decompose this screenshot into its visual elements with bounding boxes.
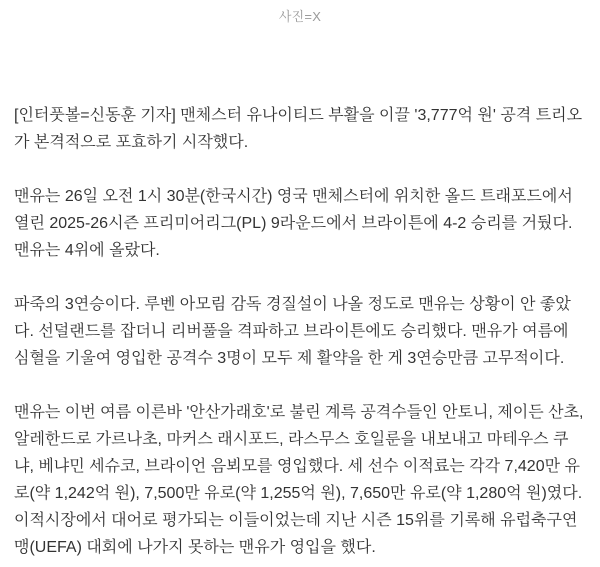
article-paragraph-win-streak: 파죽의 3연승이다. 루벤 아모림 감독 경질설이 나올 정도로 맨유는 상황이 안 좋았다. 선덜랜드를 잡더니 리버풀을 격파하고 브라이튼에도 승리했다. 맨유가 여름에 심혈을 기울여 영입한 공격수 3명이 모두 제 활약을 한 게 3연승만큼 고무적이다. [14, 296, 571, 367]
article-paragraph-lead: [인터풋볼=신동훈 기자] 맨체스터 유나이티드 부활을 이끌 '3,777억 원' 공격 트리오가 본격적으로 포효하기 시작했다. [14, 107, 583, 151]
article-paragraph-match-result: 맨유는 26일 오전 1시 30분(한국시간) 영국 맨체스터에 위치한 올드 트래포드에서 열린 2025-26시즌 프리미어리그(PL) 9라운드에서 브라이튼에 4-2 승리를 거뒀다. 맨유는 4위에 올랐다. [14, 188, 573, 259]
article-body [0, 102, 600, 561]
article-paragraph-transfers: 맨유는 이번 여름 이른바 '안산가래호'로 불린 계륵 공격수들인 안토니, 제이든 산초, 알레한드로 가르나초, 마커스 래시포드, 라스무스 호일룬을 내보내고 마테우스 쿠냐, 베냐민 세슈코, 브라이언 음뵈모를 영입했다. 세 선수 이적료는 각각 7,420만 유로(약 1,242억 원), 7,500만 유로(약 1,255억 원), 7,650만 유로(약 1,280억 원)였다. 이적시장에서 대어로 평가되는 이들이었는데 지난 시즌 15위를 기록해 유럽축구연맹(UEFA) 대회에 나가지 못하는 맨유가 영입을 했다. [14, 404, 584, 556]
photo-credit-caption: 사진=X [278, 9, 322, 24]
